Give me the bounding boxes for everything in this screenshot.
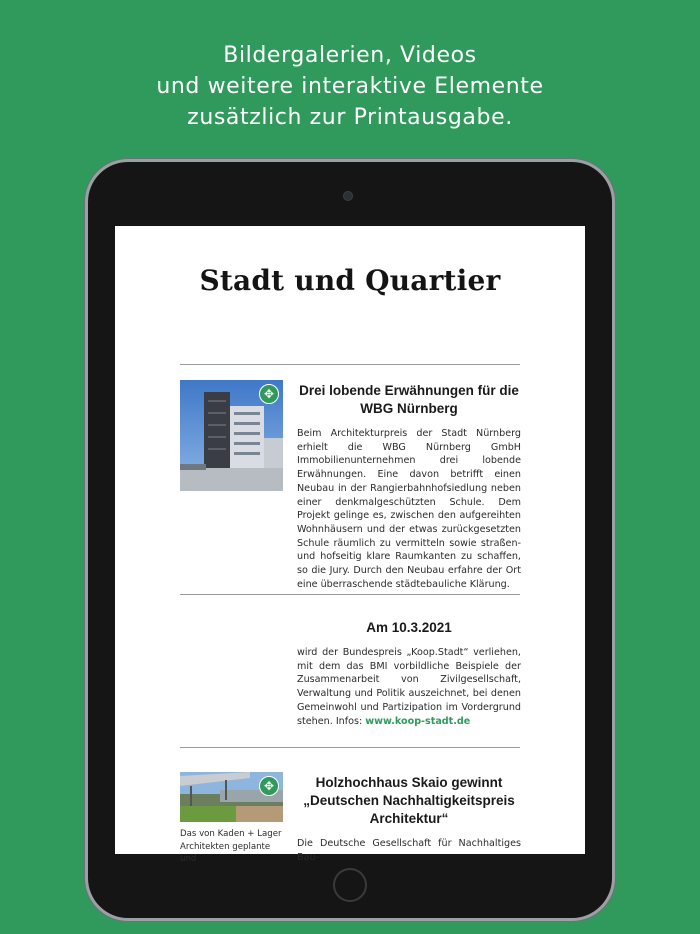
divider bbox=[180, 364, 520, 365]
divider bbox=[180, 594, 520, 595]
article-2-text: wird der Bundespreis „Koop.Stadt“ verliehen, mit dem das BMI vorbildliche Beispiele der Zusammenarbeit von Zivilgesellschaft, Verwaltung und Politik auszeichnet, bei denen Gemeinwohl und Partizipation im Vordergrund stehen. Infos: bbox=[297, 647, 521, 727]
tablet-device bbox=[88, 162, 612, 918]
article-3-caption: Das von Kaden + Lager Architekten geplante und bbox=[180, 829, 282, 864]
article-1-heading[interactable]: Drei lobende Erwähnungen für die WBG Nürnberg bbox=[299, 383, 519, 416]
expand-gallery-icon[interactable]: ✥ bbox=[259, 384, 279, 404]
tablet-screen[interactable] bbox=[115, 226, 585, 864]
article-2-body bbox=[297, 646, 521, 728]
article-1-body: Beim Architekturpreis der Stadt Nürnberg erhielt die WBG Nürnberg GmbH Immobilienunternehmen drei lobende Erwähnungen. Eine davon betrifft einen Neubau in der Rangierbahnhofsiedlung neben einer denkmalgeschützten Schule. Dem Projekt gelinge es, zwischen den aufgereihten Wohnhäusern und der etwas zurückgesetzten Schule räumlich zu vermitteln sowie straßen- und hofseitig klare Raumkanten zu schaffen, so die Jury. Durch den Neubau erfahre der Ort eine überraschende städtebauliche Klärung. bbox=[297, 428, 521, 590]
article-3-image[interactable] bbox=[180, 772, 283, 822]
home-button[interactable] bbox=[333, 868, 367, 902]
expand-gallery-icon[interactable]: ✥ bbox=[259, 776, 279, 796]
camera-icon bbox=[344, 192, 352, 200]
article-1-image[interactable] bbox=[180, 380, 283, 491]
promo-line-1: Bildergalerien, Videos bbox=[223, 43, 477, 68]
page-title: Stadt und Quartier bbox=[199, 264, 501, 297]
article-3-body: Die Deutsche Gesellschaft für Nachhaltiges Bau- bbox=[297, 838, 521, 863]
article-3-heading[interactable]: Holzhochhaus Skaio gewinnt „Deutschen Nachhaltigkeitspreis Architektur“ bbox=[303, 775, 515, 826]
article-2-link[interactable]: www.koop-stadt.de bbox=[365, 715, 471, 727]
promo-line-2: und weitere interaktive Elemente bbox=[156, 74, 544, 99]
article-2-heading[interactable]: Am 10.3.2021 bbox=[366, 620, 452, 635]
divider bbox=[180, 747, 520, 748]
promo-line-3: zusätzlich zur Printausgabe. bbox=[187, 105, 513, 130]
promo-headline bbox=[0, 40, 700, 133]
